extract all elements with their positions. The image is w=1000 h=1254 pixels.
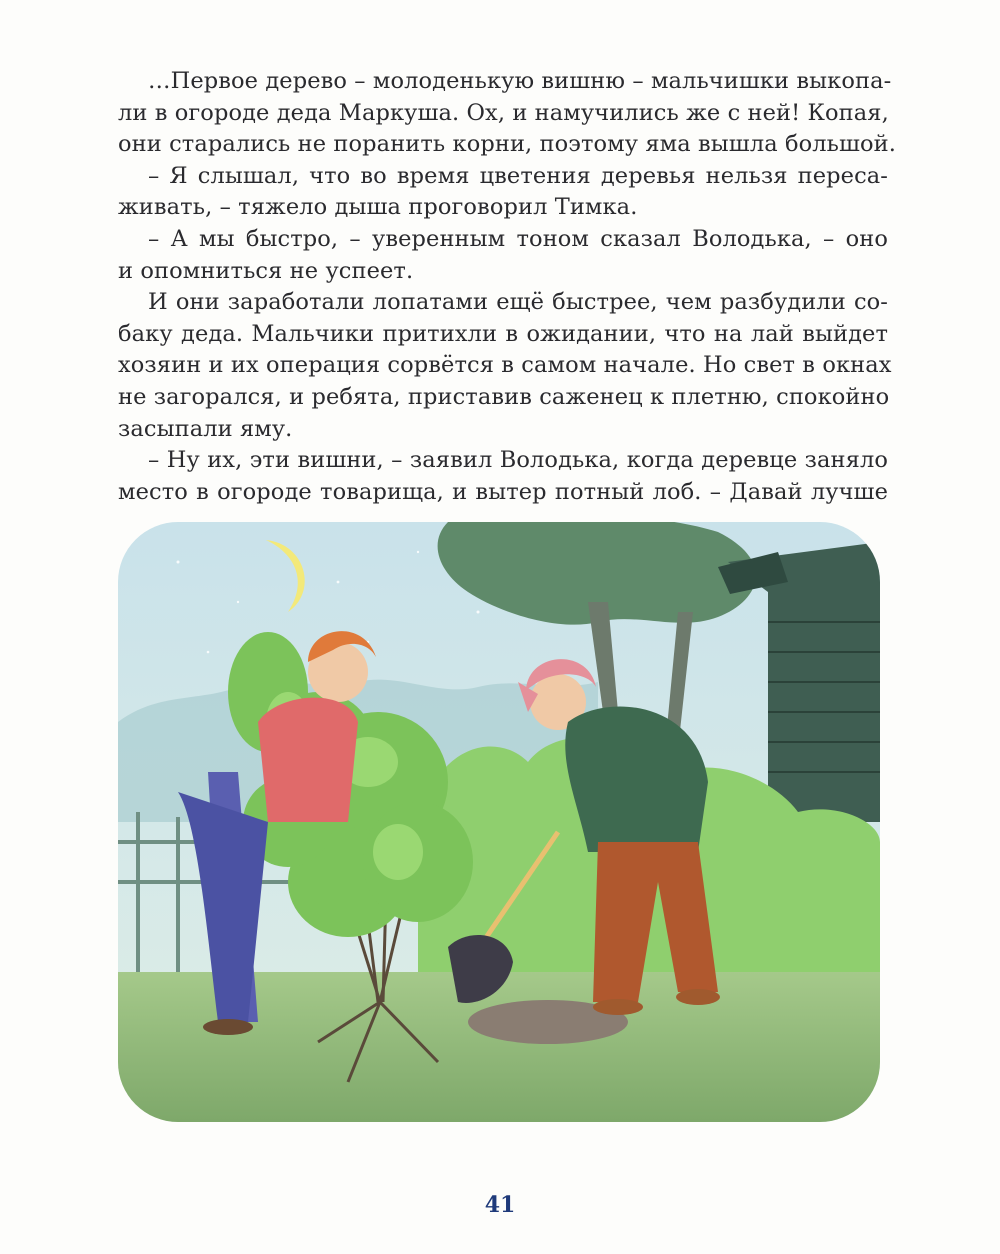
text-line: И они заработали лопатами ещё быстрее, чем разбудили со- — [148, 289, 888, 316]
text-line: ли в огороде деда Маркуша. Ох, и намучились же с ней! Копая, — [118, 99, 889, 126]
story-text — [118, 66, 897, 508]
text-line: живать, – тяжело дыша проговорил Тимка. — [118, 194, 638, 221]
text-line: баку деда. Мальчики притихли в ожидании, что на лай выйдет — [118, 320, 888, 347]
text-line: и опомниться не успеет. — [118, 257, 414, 284]
text-line: место в огороде товарища, и вытер потный лоб. – Давай лучше — [118, 478, 888, 505]
text-line: засыпали яму. — [118, 415, 293, 442]
page-number: 41 — [484, 1192, 516, 1218]
illustration — [118, 522, 880, 1122]
text-line: – Ну их, эти вишни, – заявил Володька, когда деревце заняло — [148, 447, 888, 474]
text-line: – Я слышал, что во время цветения деревья нельзя переса- — [148, 162, 888, 189]
text-line: …Первое дерево – молоденькую вишню – мальчишки выкопа- — [148, 68, 892, 94]
boys-planting-tree-illustration — [118, 522, 880, 1122]
text-line: – А мы быстро, – уверенным тоном сказал Володька, – оно — [148, 225, 888, 252]
text-line: хозяин и их операция сорвётся в самом начале. Но свет в окнах — [118, 352, 892, 379]
text-line: они старались не поранить корни, поэтому яма вышла большой. — [118, 131, 897, 158]
text-line: не загорался, и ребята, приставив саженец к плетню, спокойно — [118, 383, 890, 410]
